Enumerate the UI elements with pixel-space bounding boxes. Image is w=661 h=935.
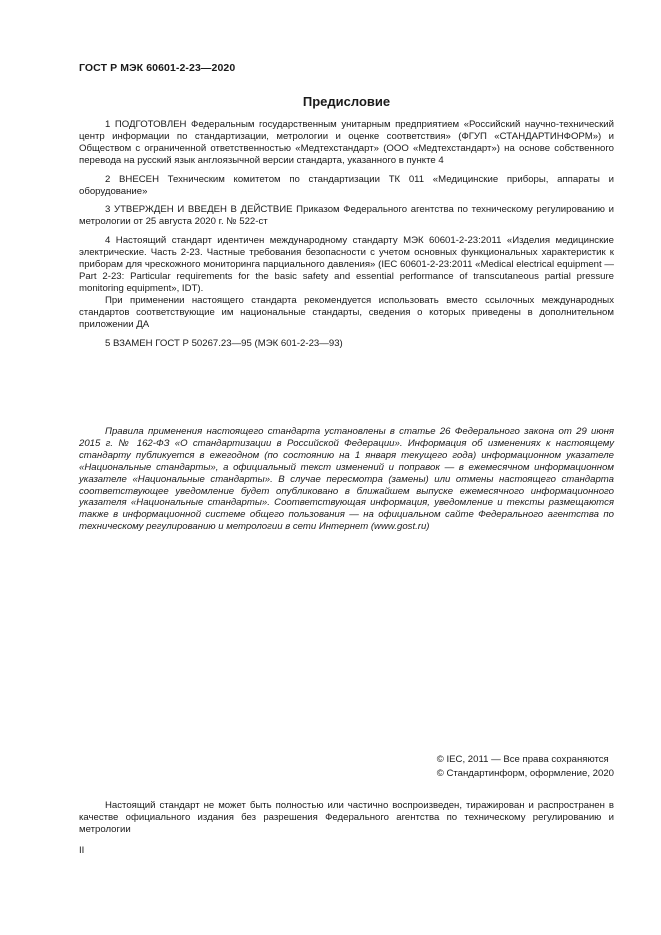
application-rules-notice: Правила применения настоящего стандарта установлены в статье 26 Федерального закона от 29 июня 2015 г. № 162-ФЗ «О стандартизации в Российской Федерации». Информация об изменениях к настоящему стандарту публикуется в ежегодном (по состоянию на 1 января текущего года) информационном указателе «Национальные стандарты», а официальный текст изменений и поправок — в ежемесячном информационном указателе «Национальные стандарты». В случае пересмотра (замены) или отмены настоящего стандарта соответствующее уведомление будет опубликовано в ближайшем выпуске ежемесячного информационного указателя «Национальные стандарты». Соответствующая информация, уведомление и тексты размещаются также в информационной системе общего пользования — на официальном сайте Федерального агентства по техническому регулированию и метрологии в сети Интернет (www.gost.ru) [79, 426, 614, 533]
foreword-body [79, 119, 614, 356]
reproduction-notice: Настоящий стандарт не может быть полностью или частично воспроизведен, тиражирован и распространен в качестве официального издания без разрешения Федерального агентства по техническому регулированию и метрологии [79, 800, 614, 835]
paragraph-replaces: 5 ВЗАМЕН ГОСТ Р 50267.23—95 (МЭК 601-2-23—93) [105, 337, 343, 349]
paragraph-introduced: 2 ВНЕСЕН Техническим комитетом по стандартизации ТК 011 «Медицинские приборы, аппараты и оборудование» [79, 173, 614, 197]
paragraph-references: При применении настоящего стандарта рекомендуется использовать вместо ссылочных международных стандартов соответствующие им национальные стандарты, сведения о которых приведены в дополнительном приложении ДА [79, 294, 614, 330]
paragraph-approved: 3 УТВЕРЖДЕН И ВВЕДЕН В ДЕЙСТВИЕ Приказом Федерального агентства по техническому регулированию и метрологии от 25 августа 2020 г. № 522-ст [79, 204, 614, 228]
paragraph-identical: 4 Настоящий стандарт идентичен международному стандарту МЭК 60601-2-23:2011 «Изделия медицинские электрические. Часть 2-23. Частные требования безопасности с учетом основных функциональных характеристик к приборам для чрескожного мониторинга парциального давления» (IEC 60601-2-23:2011 «Medical electrical equipment — Part 2-23: Particular requirements for the basic safety and essential performance of transcutaneous partial pressure monitoring equipment», IDT). [79, 235, 614, 294]
copyright-block [437, 753, 614, 780]
section-title: Предисловие [302, 94, 391, 109]
paragraph-prepared: 1 ПОДГОТОВЛЕН Федеральным государственным унитарным предприятием «Российский научно-технический центр информации по стандартизации, метрологии и оценке соответствия» (ФГУП «СТАНДАРТИНФОРМ») и Обществом с ограниченной ответственностью «Медтехстандарт» (ООО «Медтехстандарт») на основе собственного перевода на русский язык англоязычной версии стандарта, указанного в пункте 4 [79, 119, 614, 166]
running-header: ГОСТ Р МЭК 60601-2-23—2020 [79, 62, 236, 74]
copyright-iec: © IEC, 2011 — Все права сохраняются [436, 754, 609, 765]
page-number: II [79, 845, 85, 856]
copyright-standartinform: © Стандартинформ, оформление, 2020 [436, 767, 614, 779]
